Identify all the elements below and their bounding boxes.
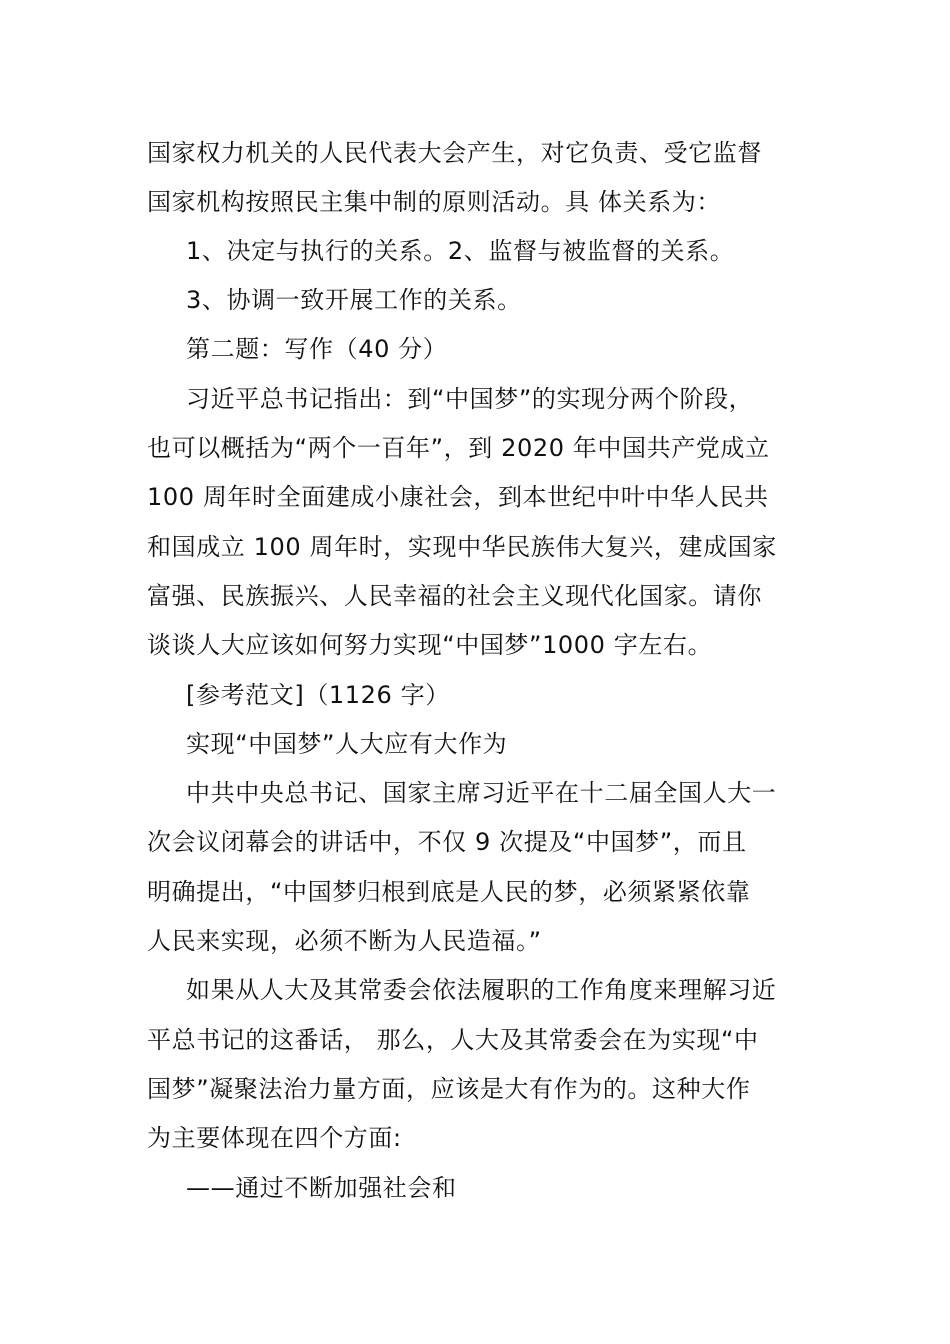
text-line: 1、决定与执行的关系。2、监督与被监督的关系。 bbox=[186, 237, 735, 265]
text-line: 3、协调一致开展工作的关系。 bbox=[186, 286, 522, 314]
essay-title: 实现“中国梦”人大应有大作为 bbox=[186, 730, 508, 758]
text-line: 国梦”凝聚法治力量方面，应该是大有作为的。这种大作 bbox=[147, 1075, 751, 1103]
text-line: 国家权力机关的人民代表大会产生，对它负责、受它监督 bbox=[147, 139, 762, 167]
text-line: 富强、民族振兴、人民幸福的社会主义现代化国家。请你 bbox=[147, 582, 762, 610]
text-line: ——通过不断加强社会和 bbox=[186, 1174, 457, 1202]
text-line: 次会议闭幕会的讲话中，不仅 9 次提及“中国梦”，而且 bbox=[147, 828, 747, 856]
text-line: 为主要体现在四个方面: bbox=[147, 1124, 402, 1152]
text-line: 谈谈人大应该如何努力实现“中国梦”1000 字左右。 bbox=[147, 631, 713, 659]
text-line: 习近平总书记指出：到“中国梦”的实现分两个阶段， bbox=[186, 385, 754, 413]
reference-label: [参考范文]（1126 字） bbox=[186, 681, 450, 709]
text-line: 平总书记的这番话， 那么，人大及其常委会在为实现“中 bbox=[147, 1026, 759, 1054]
text-line: 也可以概括为“两个一百年”，到 2020 年中国共产党成立 bbox=[147, 434, 770, 462]
text-line: 中共中央总书记、国家主席习近平在十二届全国人大一 bbox=[186, 779, 777, 807]
text-line: 100 周年时全面建成小康社会，到本世纪中叶中华人民共 bbox=[147, 483, 769, 511]
text-line: 国家机构按照民主集中制的原则活动。具 体关系为： bbox=[147, 188, 722, 216]
text-line: 如果从人大及其常委会依法履职的工作角度来理解习近 bbox=[186, 976, 777, 1004]
text-line: 明确提出，“中国梦归根到底是人民的梦，必须紧紧依靠 bbox=[147, 878, 751, 906]
text-line: 人民来实现，必须不断为人民造福。” bbox=[147, 927, 542, 955]
section-heading: 第二题：写作（40 分） bbox=[186, 335, 448, 363]
text-line: 和国成立 100 周年时，实现中华民族伟大复兴，建成国家 bbox=[147, 533, 777, 561]
